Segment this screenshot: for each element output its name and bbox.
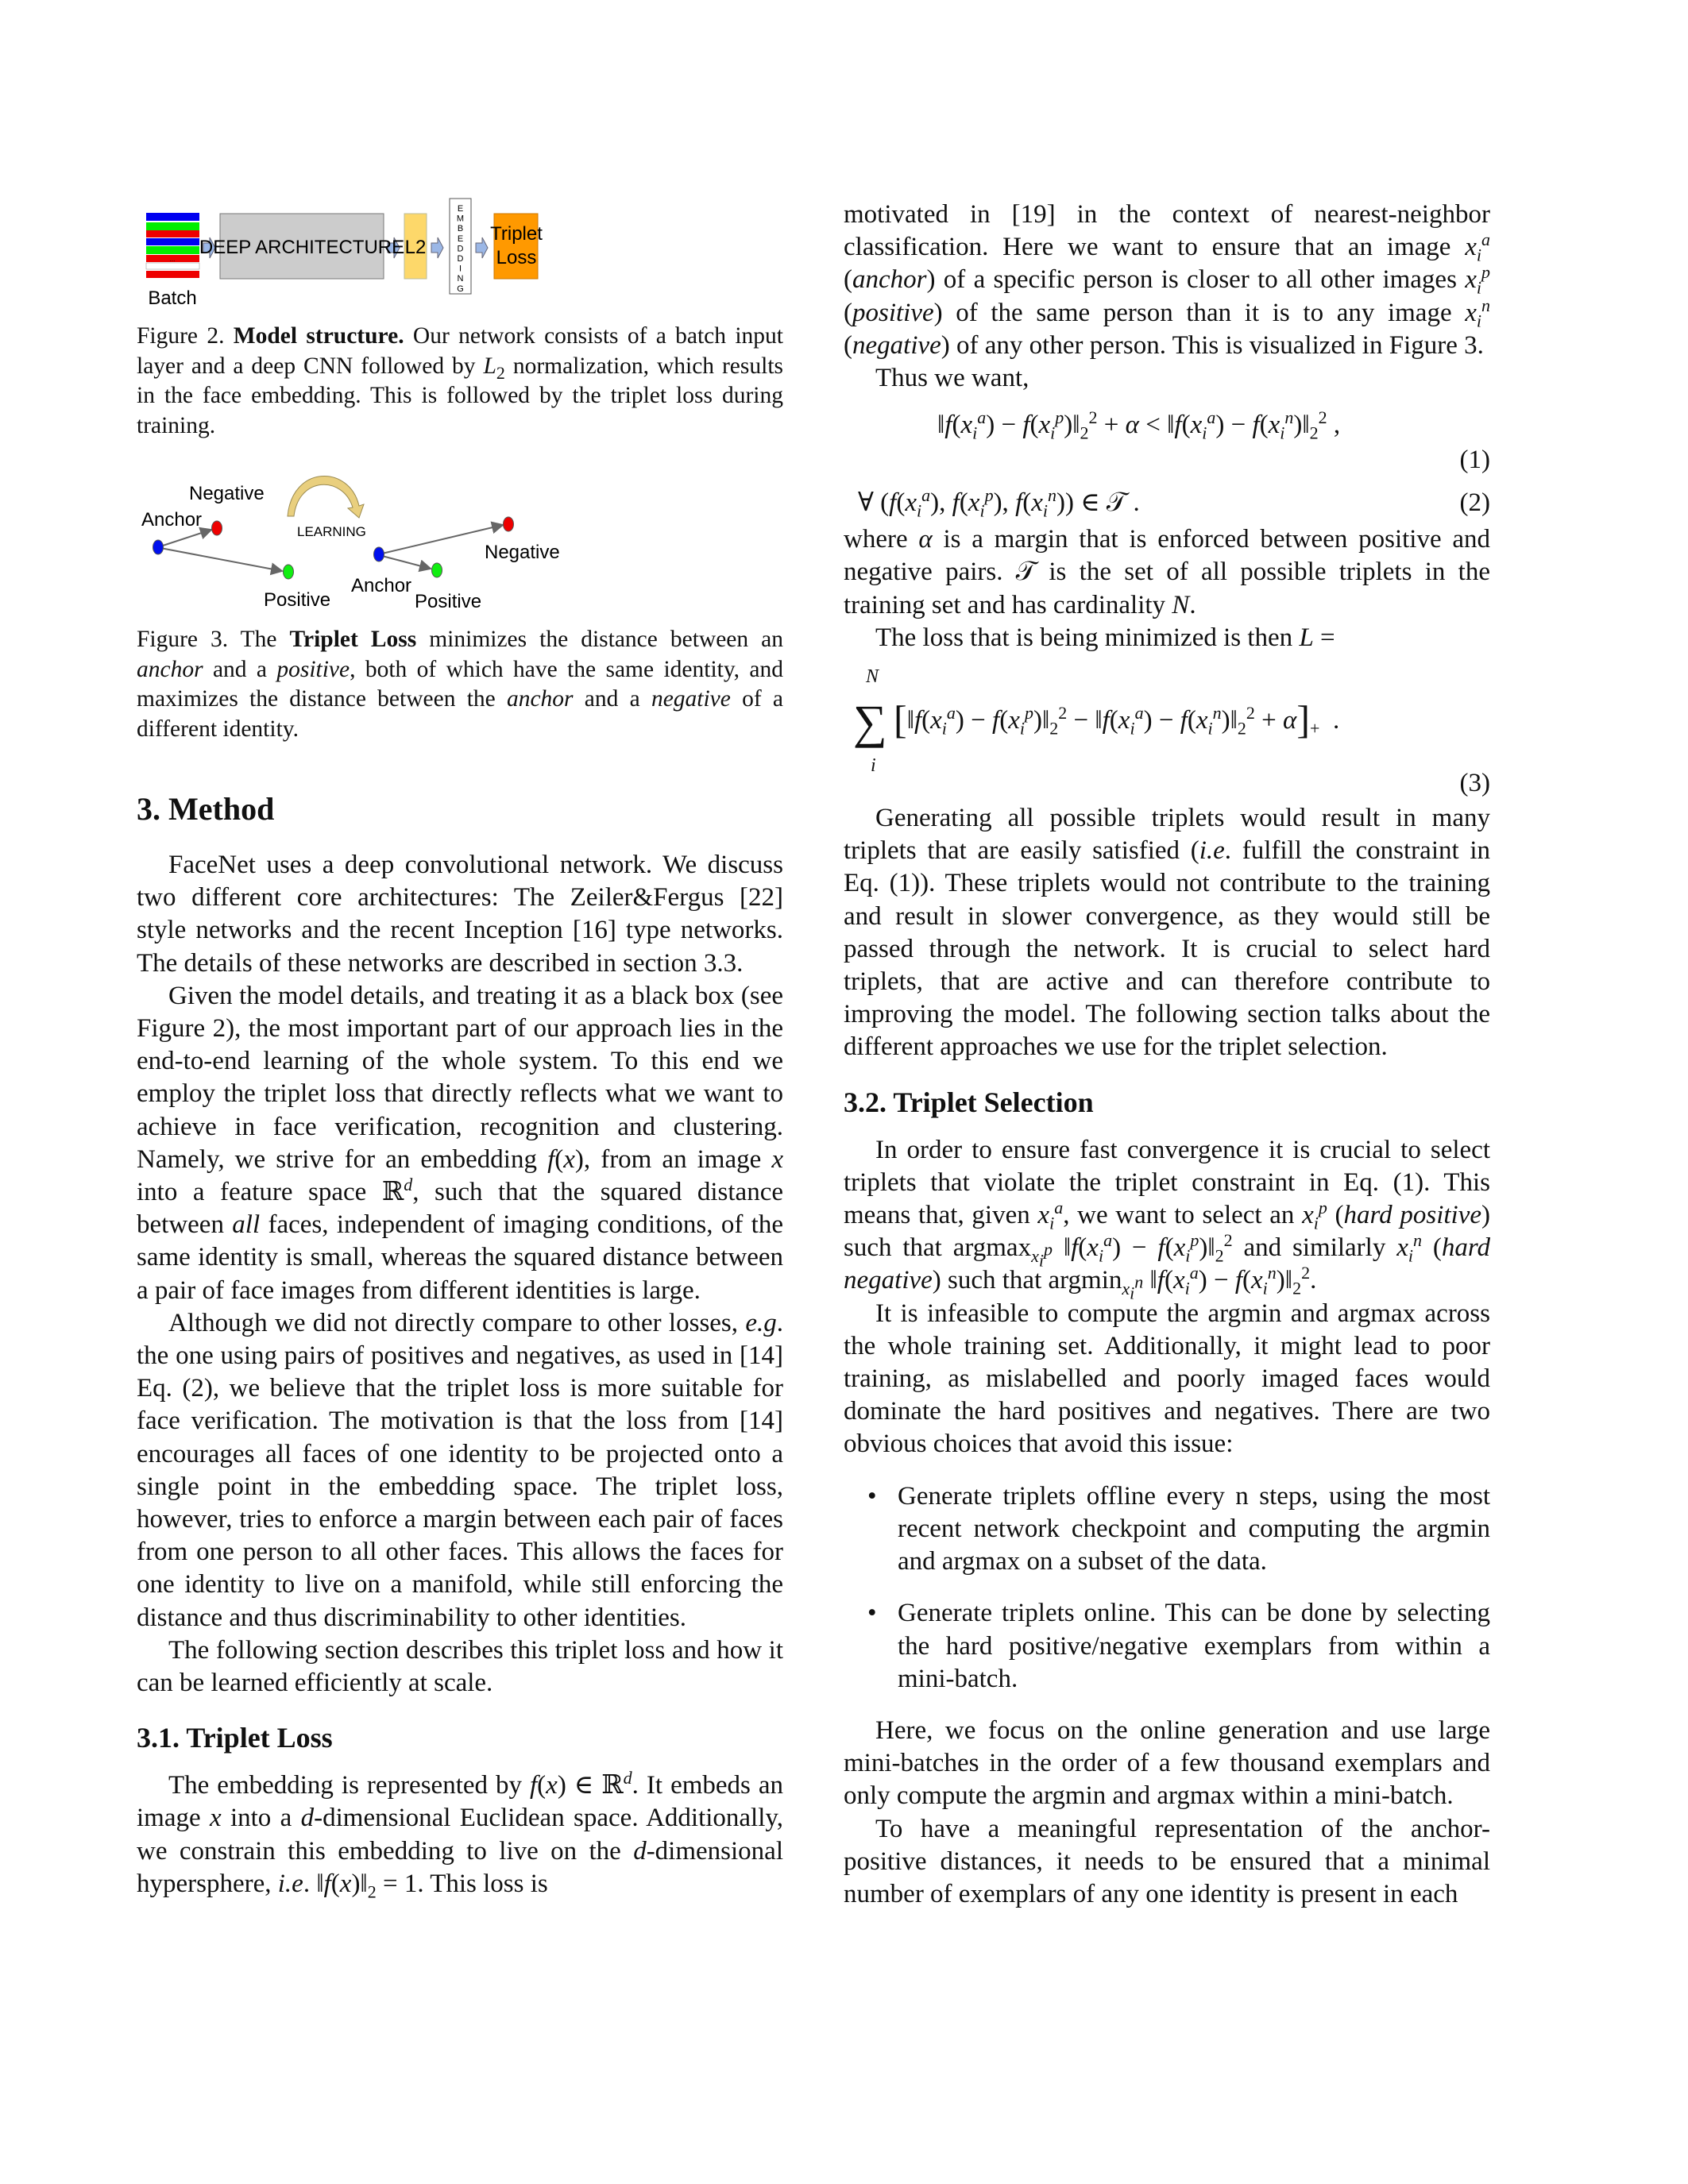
l2-label: L2	[404, 237, 427, 258]
figure-3-diagram	[135, 465, 794, 623]
list-item	[844, 1480, 1490, 1579]
method-paragraph: FaceNet uses a deep convolutional network. We discuss two different core architectures: The Zeiler&Fergus [22] style networks and the recent Inception [16] type networks. The details of these networks are described in section 3.3.	[137, 851, 783, 978]
figure-2-caption: Figure 2. Model structure. Our network consists of a batch input layer and a deep CNN followed by $L_2$ normalization, which results in the face embedding. This is followed by the triplet loss during training.	[137, 323, 783, 438]
anchor-point	[374, 547, 384, 561]
list-item-text: Generate triplets online. This can be done by selecting the hard positive/negative exemplars from within a mini-batch.	[898, 1599, 1490, 1693]
learning-arrow-icon	[288, 476, 364, 518]
equation-3-block	[844, 666, 1490, 802]
section-heading-method: 3. Method	[137, 791, 275, 827]
left-column	[137, 322, 783, 1900]
anchor-label: Anchor	[351, 575, 412, 596]
anchor-positive-arrow	[160, 548, 282, 571]
where-alpha-paragraph: where α is a margin that is enforced between positive and negative pairs. 𝒯 is the set of all possible triplets in the training set and has cardinality N.	[844, 525, 1490, 619]
anchor-positive-arrow	[382, 556, 431, 569]
equation-2: ∀ ($f(x_i^a)$, $f(x_i^p)$, $f(x_i^n)$) ∈ 𝒯 .	[858, 485, 1140, 521]
equations-1-2	[844, 404, 1490, 523]
embedding-letter: M	[456, 214, 465, 224]
equation-3-number: (3)	[1459, 769, 1490, 798]
list-item-text: Generate triplets offline every n steps, using the most recent network checkpoint and computing the argmin and argmax on a subset of the data.	[898, 1481, 1490, 1576]
positive-label: Positive	[415, 591, 482, 612]
method-paragraph: The following section describes this triplet loss and how it can be learned efficiently at scale.	[137, 1635, 783, 1698]
arrow-right-icon	[476, 237, 488, 258]
batch-dots: ...	[169, 256, 176, 263]
negative-label: Negative	[485, 542, 560, 563]
selection-paragraph: It is infeasible to compute the argmin and argmax across the whole training set. Additionally, it might lead to poor training, as mislabelled and poorly imaged faces would dominate the hard positives and negatives. There are two obvious choices that avoid this issue:	[844, 1298, 1490, 1459]
sum-upper-limit: N	[866, 666, 879, 688]
loss-intro: The loss that is being minimized is then L =	[875, 623, 1335, 652]
method-paragraph: Although we did not directly compare to other losses, e.g. the one using pairs of positives and negatives, as used in [14] Eq. (2), we believe that the triplet loss is more suitable for face verification. The motivation is that the loss from [14] encourages all faces of one identity to be projected onto a single point in the embedding space. The triplet loss, however, tries to enforce a margin between each pair of faces from one person to all other faces. This allows the faces for one identity to live on a manifold, while still enforcing the distance and thus discriminability to other identities.	[137, 1308, 783, 1632]
anchor-label: Anchor	[141, 509, 203, 531]
arrow-right-icon	[431, 237, 443, 258]
batch-label: Batch	[148, 287, 197, 309]
equation-1-number: (1)	[1459, 446, 1490, 475]
equation-2-number: (2)	[1459, 488, 1490, 518]
intro-paragraph: motivated in [19] in the context of nearest-neighbor classification. Here we want to ensure that an image $x_i^a$ (anchor) of a specific person is closer to all other images $x_i^p$ (positive) of the same person than it is to any image $x_i^n$ (negative) of any other person. This is visualized in Figure 3.	[844, 200, 1490, 360]
figure-3-caption: Figure 3. The Triplet Loss minimizes the distance between an anchor and a positive, both of which have the same identity, and maximizes the distance between the anchor and a negative of a different identity.	[137, 627, 784, 742]
equation-1: $‖f(x_i^a)$ − $f(x_i^p)‖_2^2 + \alpha$ < $‖f(x_i^a)$ − $f(x_i^n)‖_2^2$ ,	[937, 407, 1341, 443]
triplet-loss-paragraph: The embedding is represented by f(x) ∈ ℝ$^d$. It embeds an image x into a d-dimensional Euclidean space. Additionally, we constrain this embedding to live on the d-dimensional hypersphere, i.e. $‖f(x)‖_2 = 1$. This loss is	[137, 1768, 784, 1902]
batch-stack	[146, 213, 199, 278]
equation-3: ∑ [$‖f(x_i^a)$ − $f(x_i^p)‖_2^2$ − $‖f(x_i^a)$ − $f(x_i^n)‖_2^2 + \alpha]_+$ .	[853, 696, 1340, 749]
thus-we-want: Thus we want,	[875, 364, 1029, 393]
section-heading-triplet-selection: 3.2. Triplet Selection	[844, 1086, 1094, 1118]
section-heading-triplet-loss: 3.1. Triplet Loss	[137, 1722, 333, 1754]
bullet: •	[867, 1599, 877, 1628]
anchor-distance-paragraph: To have a meaningful representation of the anchor-positive distances, it needs to be ensured that a minimal number of exemplars of any one identity is present in each	[844, 1814, 1490, 1908]
selection-options-list	[844, 1480, 1490, 1696]
list-item	[844, 1597, 1490, 1696]
positive-point	[432, 563, 442, 577]
embedding-letter: G	[457, 284, 464, 294]
embedding-letter: N	[457, 274, 464, 284]
selection-paragraph: In order to ensure fast convergence it is crucial to select triplets that violate the triplet constraint in Eq. (1). This means that, given $x_i^a$, we want to select an $x_i^p$ (hard positive) such that argmax$_{x_i^p}$ $‖f(x_i^a)$ − $f(x_i^p)‖_2^2$ and similarly $x_i^n$ (hard negative) such that argmin$_{x_i^n}$ $‖f(x_i^a)$ − $f(x_i^n)‖_2^2$.	[844, 1135, 1490, 1303]
positive-point	[284, 565, 294, 579]
generating-paragraph: Generating all possible triplets would result in many triplets that are easily satisfied (i.e. fulfill the constraint in Eq. (1)). These triplets would not contribute to the training and result in slower convergence, as they would still be passed through the network. It is crucial to select hard triplets, that are active and can therefore contribute to improving the model. The following section talks about the different approaches we use for the triplet selection.	[844, 804, 1490, 1062]
figure-2-diagram	[135, 183, 794, 318]
learning-label: LEARNING	[297, 524, 366, 539]
triplet-loss-label-1: Triplet	[490, 223, 543, 245]
bullet: •	[867, 1481, 877, 1511]
method-paragraph: Given the model details, and treating it as a black box (see Figure 2), the most important part of our approach lies in the end-to-end learning of the whole system. To this end we employ the triplet loss that directly reflects what we want to achieve in face verification, recognition and clustering. Namely, we strive for an embedding f(x), from an image x into a feature space ℝ$^d$, such that the squared distance between all faces, independent of imaging conditions, of the same identity is small, whereas the squared distance between a pair of face images from different identities is large.	[137, 981, 783, 1305]
embedding-letter: B	[457, 224, 464, 234]
embedding-label	[457, 204, 464, 294]
anchor-point	[153, 540, 164, 554]
online-paragraph: Here, we focus on the online generation and use large mini-batches in the order of a few thousand exemplars and only compute the argmin and argmax within a mini-batch.	[844, 1715, 1490, 1811]
embedding-letter: E	[457, 233, 464, 244]
triplet-loss-label-2: Loss	[496, 247, 537, 268]
deep-architecture-label: DEEP ARCHITECTURE	[199, 237, 405, 258]
negative-point	[212, 521, 222, 535]
positive-label: Positive	[264, 589, 331, 611]
embedding-letter: D	[457, 244, 464, 254]
negative-label: Negative	[189, 483, 265, 504]
embedding-letter: E	[457, 204, 464, 214]
embedding-letter: I	[458, 264, 462, 274]
embedding-letter: D	[457, 254, 464, 264]
right-column	[844, 199, 1490, 1911]
negative-point	[504, 517, 514, 531]
sum-lower-limit: i	[871, 755, 876, 777]
anchor-negative-arrow	[160, 530, 211, 546]
